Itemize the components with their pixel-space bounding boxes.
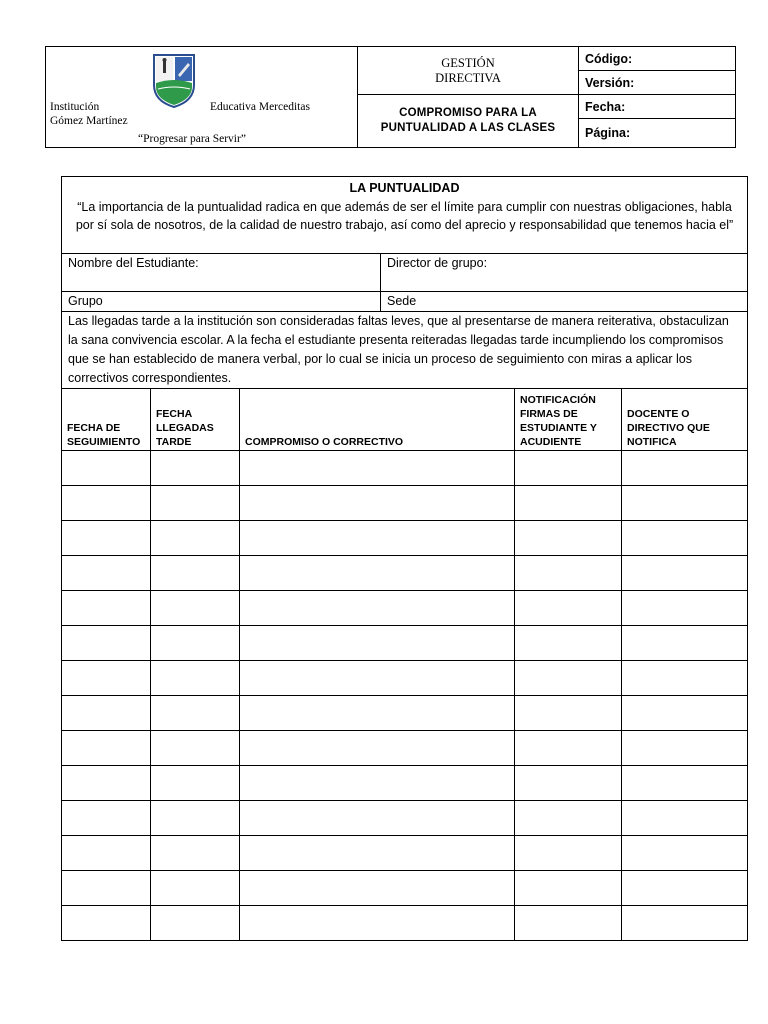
table-row (62, 521, 748, 556)
campus-field[interactable] (381, 292, 748, 312)
document-title-line1: COMPROMISO PARA LA (399, 107, 537, 119)
column-header-notifying-staff: DOCENTE O DIRECTIVO QUE NOTIFICA (622, 389, 748, 451)
late-arrival-date-cell[interactable] (151, 556, 240, 591)
commitment-cell[interactable] (240, 871, 515, 906)
tracking-table-body (62, 451, 748, 941)
commitment-cell[interactable] (240, 801, 515, 836)
table-row (62, 696, 748, 731)
commitment-cell[interactable] (240, 731, 515, 766)
form-quote: “La importancia de la puntualidad radica en que además de ser el límite para cumplir con nuestras obligaciones, habla por sí sola de nosotros, de la calidad de nuestro trabajo, así como del aprecio y responsabilidad que tenemos hacia el” (75, 199, 734, 232)
notifying-staff-cell[interactable] (622, 486, 748, 521)
commitment-cell[interactable] (240, 626, 515, 661)
commitment-cell[interactable] (240, 836, 515, 871)
notifying-staff-cell[interactable] (622, 731, 748, 766)
commitment-cell[interactable] (240, 556, 515, 591)
late-arrival-date-cell[interactable] (151, 591, 240, 626)
institution-cell (46, 47, 358, 148)
followup-date-cell[interactable] (62, 626, 151, 661)
followup-date-cell[interactable] (62, 521, 151, 556)
late-arrival-date-cell[interactable] (151, 801, 240, 836)
late-arrival-date-cell[interactable] (151, 451, 240, 486)
followup-date-cell[interactable] (62, 556, 151, 591)
notification-signatures-cell[interactable] (515, 521, 622, 556)
notification-signatures-cell[interactable] (515, 731, 622, 766)
page-field: Página: (579, 119, 736, 148)
version-field: Versión: (579, 71, 736, 95)
notifying-staff-cell[interactable] (622, 451, 748, 486)
notifying-staff-cell[interactable] (622, 801, 748, 836)
table-row (62, 801, 748, 836)
late-arrival-date-cell[interactable] (151, 871, 240, 906)
table-row (62, 731, 748, 766)
commitment-cell[interactable] (240, 591, 515, 626)
student-name-field[interactable] (62, 254, 381, 292)
notification-signatures-cell[interactable] (515, 486, 622, 521)
document-title-line2: PUNTUALIDAD A LAS CLASES (380, 122, 556, 134)
commitment-cell[interactable] (240, 661, 515, 696)
notifying-staff-cell[interactable] (622, 871, 748, 906)
table-row (62, 486, 748, 521)
followup-date-cell[interactable] (62, 661, 151, 696)
followup-date-cell[interactable] (62, 906, 151, 941)
campus-label: Sede (387, 294, 417, 308)
table-row (62, 906, 748, 941)
late-arrival-date-cell[interactable] (151, 521, 240, 556)
followup-date-cell[interactable] (62, 486, 151, 521)
notification-signatures-cell[interactable] (515, 766, 622, 801)
notification-signatures-cell[interactable] (515, 451, 622, 486)
table-row (62, 626, 748, 661)
document-title-cell (358, 95, 579, 148)
late-arrival-date-cell[interactable] (151, 486, 240, 521)
late-arrival-date-cell[interactable] (151, 661, 240, 696)
followup-date-cell[interactable] (62, 836, 151, 871)
table-row (62, 661, 748, 696)
late-arrival-date-cell[interactable] (151, 696, 240, 731)
followup-date-cell[interactable] (62, 591, 151, 626)
late-arrival-date-cell[interactable] (151, 626, 240, 661)
followup-date-cell[interactable] (62, 451, 151, 486)
column-header-late-arrival-date: FECHA LLEGADAS TARDE (151, 389, 240, 451)
policy-paragraph: Las llegadas tarde a la institución son consideradas faltas leves, que al presentarse de manera reiterativa, obstaculizan la sana convivencia escolar. A la fecha el estudiante presenta reiteradas llegadas tarde incumpliendo los compromisos que se han establecido de manera verbal, por lo cual se inicia un proceso de seguimiento con miras a aplicar los correctivos correspondientes. (62, 312, 748, 389)
punctuality-form (61, 176, 748, 941)
notifying-staff-cell[interactable] (622, 556, 748, 591)
notifying-staff-cell[interactable] (622, 766, 748, 801)
late-arrival-date-cell[interactable] (151, 731, 240, 766)
notifying-staff-cell[interactable] (622, 591, 748, 626)
table-row (62, 766, 748, 801)
followup-date-cell[interactable] (62, 731, 151, 766)
notification-signatures-cell[interactable] (515, 906, 622, 941)
followup-date-cell[interactable] (62, 871, 151, 906)
group-label: Grupo (68, 294, 103, 308)
management-cell (358, 47, 579, 95)
table-row (62, 871, 748, 906)
management-line1: GESTIÓN (441, 55, 495, 70)
table-row (62, 591, 748, 626)
institution-name-left: Institución (50, 101, 100, 113)
column-header-commitment: COMPROMISO O CORRECTIVO (240, 389, 515, 451)
late-arrival-date-cell[interactable] (151, 836, 240, 871)
notification-signatures-cell[interactable] (515, 556, 622, 591)
commitment-cell[interactable] (240, 766, 515, 801)
notification-signatures-cell[interactable] (515, 626, 622, 661)
institution-name-right: Educativa Merceditas (210, 101, 310, 113)
notification-signatures-cell[interactable] (515, 591, 622, 626)
late-arrival-date-cell[interactable] (151, 766, 240, 801)
notification-signatures-cell[interactable] (515, 836, 622, 871)
commitment-cell[interactable] (240, 486, 515, 521)
institution-logo (150, 51, 198, 109)
table-row (62, 836, 748, 871)
commitment-cell[interactable] (240, 451, 515, 486)
form-title: LA PUNTUALIDAD (349, 181, 460, 195)
column-header-notification-signatures: NOTIFICACIÓN FIRMAS DE ESTUDIANTE Y ACUDIENTE (515, 389, 622, 451)
late-arrival-date-cell[interactable] (151, 906, 240, 941)
notifying-staff-cell[interactable] (622, 696, 748, 731)
notifying-staff-cell[interactable] (622, 661, 748, 696)
notification-signatures-cell[interactable] (515, 661, 622, 696)
commitment-cell[interactable] (240, 696, 515, 731)
form-title-cell (62, 177, 748, 254)
table-row (62, 451, 748, 486)
group-field[interactable] (62, 292, 381, 312)
group-director-field[interactable] (381, 254, 748, 292)
followup-date-cell[interactable] (62, 766, 151, 801)
group-director-label: Director de grupo: (387, 256, 488, 270)
followup-date-cell[interactable] (62, 801, 151, 836)
commitment-cell[interactable] (240, 906, 515, 941)
commitment-cell[interactable] (240, 521, 515, 556)
notification-signatures-cell[interactable] (515, 696, 622, 731)
followup-date-cell[interactable] (62, 696, 151, 731)
notifying-staff-cell[interactable] (622, 906, 748, 941)
table-row (62, 556, 748, 591)
management-line2: DIRECTIVA (435, 70, 501, 85)
notifying-staff-cell[interactable] (622, 521, 748, 556)
notification-signatures-cell[interactable] (515, 801, 622, 836)
student-name-label: Nombre del Estudiante: (68, 256, 199, 270)
notification-signatures-cell[interactable] (515, 871, 622, 906)
institution-name-line2: Gómez Martínez (50, 115, 128, 127)
tracking-table-header (62, 389, 748, 451)
code-field: Código: (579, 47, 736, 71)
date-field: Fecha: (579, 95, 736, 119)
column-header-followup-date: FECHA DE SEGUIMIENTO (62, 389, 151, 451)
document-header (45, 46, 736, 148)
notifying-staff-cell[interactable] (622, 626, 748, 661)
institution-motto: “Progresar para Servir” (138, 133, 246, 145)
notifying-staff-cell[interactable] (622, 836, 748, 871)
